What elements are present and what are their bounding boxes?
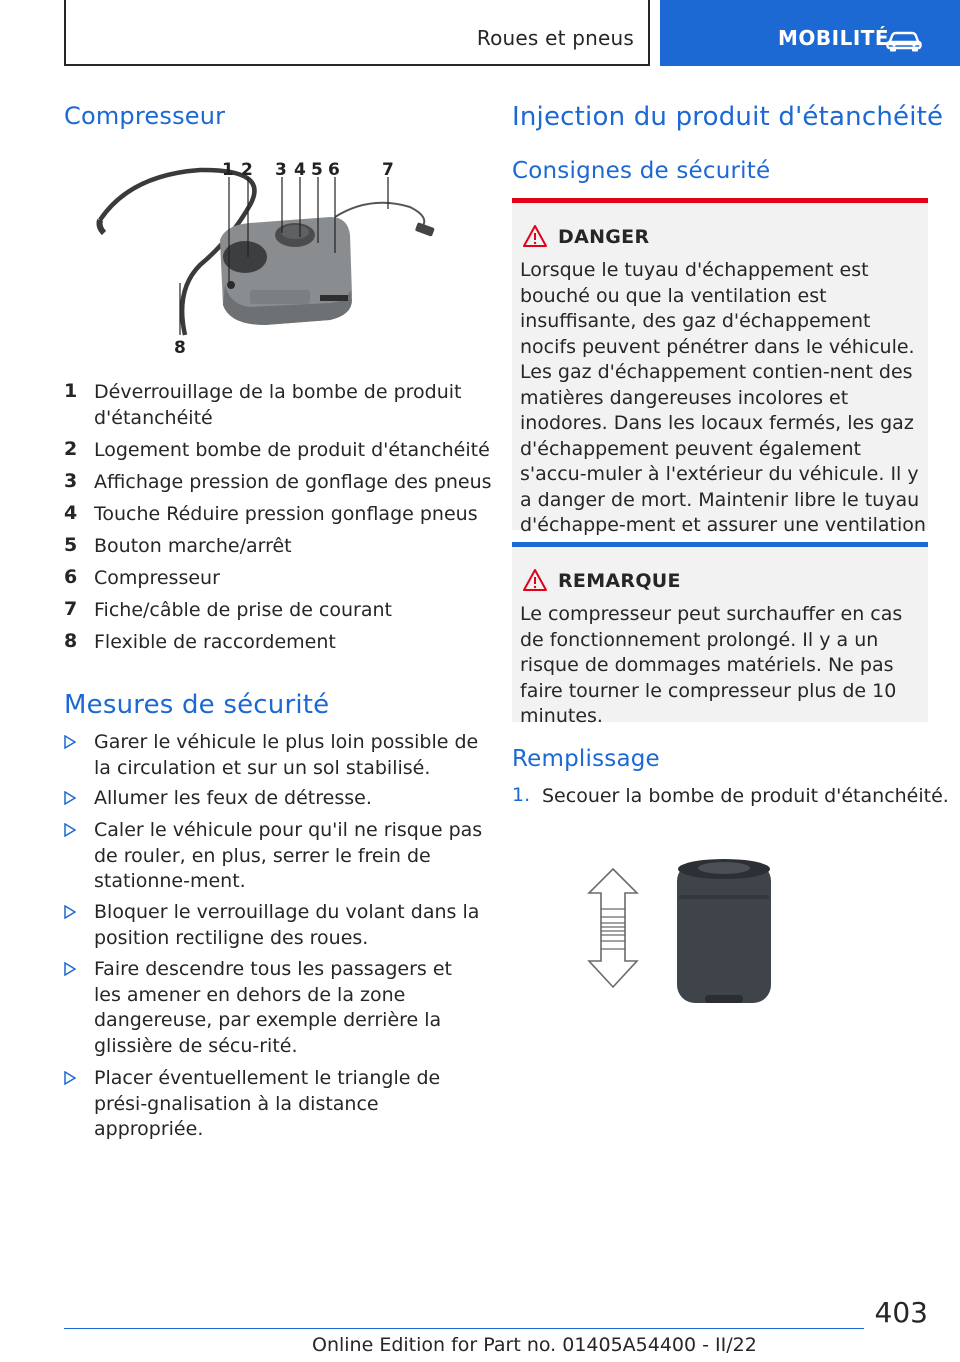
safety-measures-heading: Mesures de sécurité bbox=[64, 690, 330, 720]
bullet-triangle-icon bbox=[64, 905, 76, 919]
bullet-triangle-icon bbox=[64, 823, 76, 837]
header-section-box bbox=[64, 0, 650, 66]
figure-label-7: 7 bbox=[382, 160, 394, 180]
safety-instructions-heading: Consignes de sécurité bbox=[512, 158, 771, 184]
bullet-triangle-icon bbox=[64, 791, 76, 805]
notice-bar bbox=[512, 542, 928, 547]
shake-bottle-figure bbox=[585, 855, 785, 1010]
figure-label-2: 2 bbox=[241, 160, 253, 180]
warning-triangle-icon bbox=[522, 568, 548, 592]
section-title: Roues et pneus bbox=[476, 26, 634, 50]
bullet-triangle-icon bbox=[64, 735, 76, 749]
danger-title: DANGER bbox=[558, 226, 650, 248]
notice-box bbox=[512, 542, 928, 727]
figure-label-6: 6 bbox=[328, 160, 340, 180]
header-chapter-tab[interactable] bbox=[660, 0, 960, 66]
danger-box bbox=[512, 198, 928, 536]
warning-triangle-icon bbox=[522, 224, 548, 248]
bullet-triangle-icon bbox=[64, 1071, 76, 1085]
notice-title: REMARQUE bbox=[558, 570, 681, 592]
figure-label-5: 5 bbox=[311, 160, 323, 180]
figure-label-1: 1 bbox=[222, 160, 234, 180]
compressor-heading: Compresseur bbox=[64, 102, 226, 130]
footer-edition: Online Edition for Part no. 01405A54400 - II/22 bbox=[312, 1334, 757, 1356]
danger-bar bbox=[512, 198, 928, 203]
notice-text: Le compresseur peut surchauffer en cas de fonctionnement prolongé. Il y a un risque de dommages matériels. Ne pas faire tourner le compresseur plus de 10 minutes. bbox=[520, 603, 903, 727]
figure-label-8: 8 bbox=[174, 338, 186, 358]
bullet-triangle-icon bbox=[64, 962, 76, 976]
figure-label-3: 3 bbox=[275, 160, 287, 180]
figure-label-4: 4 bbox=[294, 160, 306, 180]
car-icon bbox=[886, 30, 922, 52]
chapter-title: MOBILITÉ bbox=[778, 26, 890, 50]
page-number: 403 bbox=[874, 1296, 928, 1329]
sealant-injection-heading: Injection du produit d'étanchéité bbox=[512, 102, 944, 132]
filling-heading: Remplissage bbox=[512, 746, 660, 772]
compressor-figure bbox=[90, 155, 450, 360]
danger-text: Lorsque le tuyau d'échappement est bouché ou que la ventilation est insuffisante, des gaz d'échappement nocifs peuvent pénétrer dans le véhicule. Les gaz d'échappement contien-nent des matières dangereuses incolores et inodores. Dans les locaux fermés, les gaz d'échappement peuvent également s'accu-muler à l'extérieur du véhicule. Il y a danger de mort. Maintenir libre le tuyau d'échappe-ment et assurer une ventilation bbox=[520, 259, 926, 536]
footer-divider bbox=[64, 1328, 864, 1329]
